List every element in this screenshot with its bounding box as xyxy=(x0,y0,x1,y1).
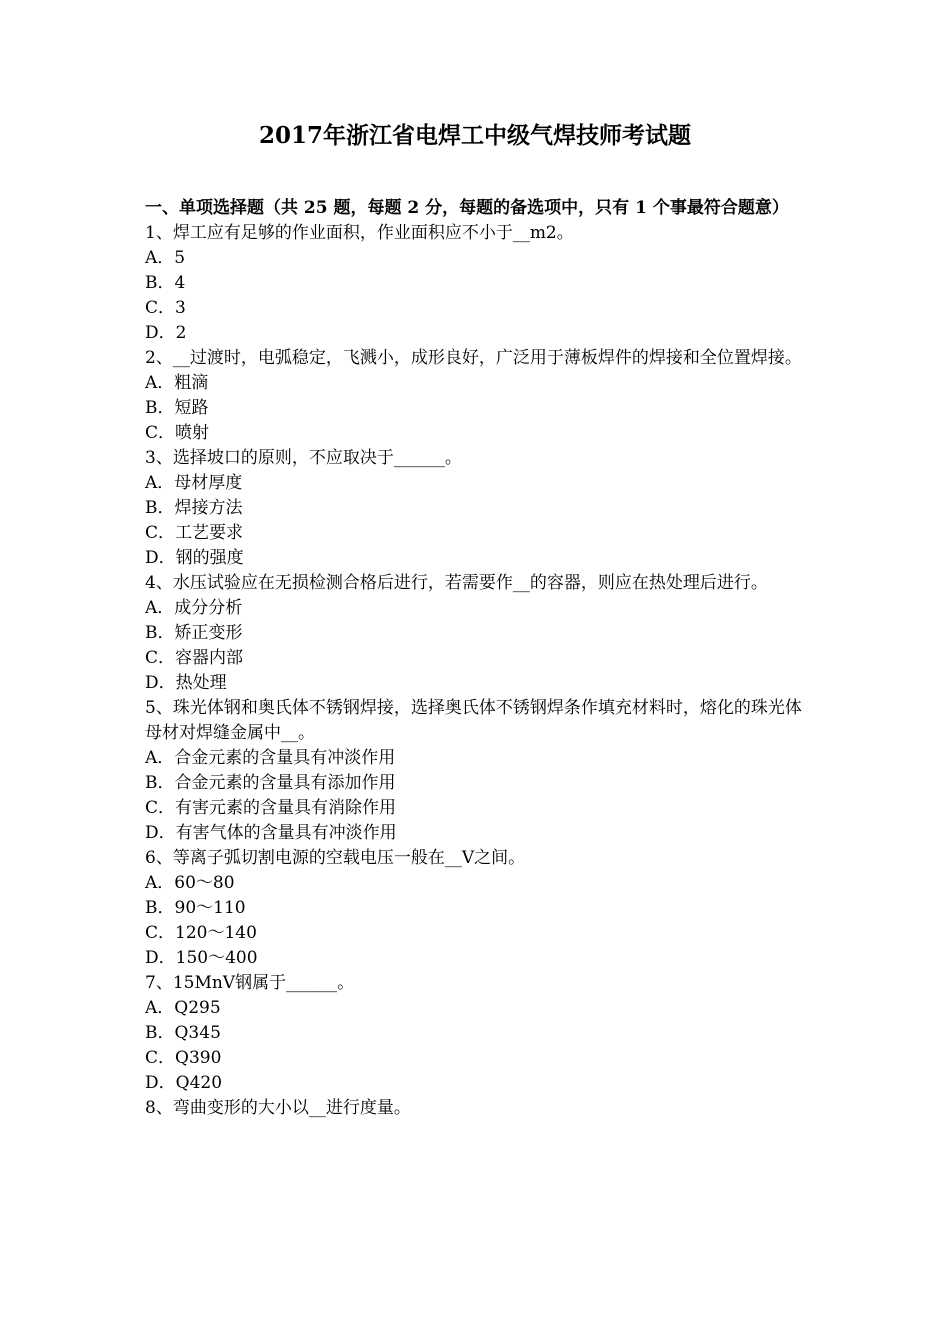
question-5 xyxy=(145,696,810,846)
question-7 xyxy=(145,971,810,1096)
option-a xyxy=(145,871,810,896)
option-text: 90～110 xyxy=(174,898,246,918)
question-stem: 2、__过渡时，电弧稳定，飞溅小，成形良好，广泛用于薄板焊件的焊接和全位置焊接。 xyxy=(145,348,802,368)
option-text: Q390 xyxy=(175,1048,222,1068)
question-4 xyxy=(145,571,810,696)
option-text: Q295 xyxy=(174,998,221,1018)
option-c xyxy=(145,296,810,321)
option-c xyxy=(145,646,810,671)
option-text: 150～400 xyxy=(175,948,258,968)
page-title: 2017年浙江省电焊工中级气焊技师考试题 xyxy=(258,122,691,149)
option-a xyxy=(145,746,810,771)
option-a xyxy=(145,246,810,271)
option-b xyxy=(145,271,810,296)
option-d xyxy=(145,546,810,571)
option-letter: C． xyxy=(145,923,176,943)
question-1 xyxy=(145,221,810,346)
option-letter: C． xyxy=(145,798,176,818)
question-stem: 8、弯曲变形的大小以__进行度量。 xyxy=(145,1098,411,1118)
option-b xyxy=(145,496,810,521)
section-heading: 一、单项选择题（共 25 题，每题 2 分，每题的备选项中，只有 1 个事最符合题意） xyxy=(145,198,789,218)
option-a xyxy=(145,471,810,496)
option-b xyxy=(145,396,810,421)
question-8 xyxy=(145,1096,810,1121)
option-d xyxy=(145,671,810,696)
option-d xyxy=(145,821,810,846)
option-d xyxy=(145,321,810,346)
option-letter: C． xyxy=(145,1048,176,1068)
option-letter: D． xyxy=(145,673,176,693)
option-c xyxy=(145,921,810,946)
option-text: 容器内部 xyxy=(175,648,244,668)
option-text: 3 xyxy=(175,298,186,318)
question-stem: 4、水压试验应在无损检测合格后进行，若需要作__的容器，则应在热处理后进行。 xyxy=(145,573,768,593)
option-letter: A． xyxy=(145,598,175,618)
option-letter: A． xyxy=(145,748,175,768)
option-letter: B． xyxy=(145,398,175,418)
option-text: 合金元素的含量具有添加作用 xyxy=(174,773,396,793)
option-letter: B． xyxy=(145,898,175,918)
option-letter: B． xyxy=(145,273,175,293)
option-letter: B． xyxy=(145,1023,175,1043)
option-text: 钢的强度 xyxy=(175,548,244,568)
option-text: 4 xyxy=(174,273,186,293)
option-text: 60～80 xyxy=(174,873,235,893)
option-b xyxy=(145,1021,810,1046)
question-stem: 1、焊工应有足够的作业面积，作业面积应不小于__m2。 xyxy=(145,223,574,243)
option-letter: A． xyxy=(145,473,175,493)
option-letter: C． xyxy=(145,523,176,543)
option-letter: C． xyxy=(145,423,176,443)
option-letter: D． xyxy=(145,823,176,843)
option-letter: A． xyxy=(145,873,175,893)
option-text: 粗滴 xyxy=(174,373,209,393)
option-text: 合金元素的含量具有冲淡作用 xyxy=(174,748,396,768)
option-d xyxy=(145,946,810,971)
option-letter: B． xyxy=(145,773,175,793)
option-letter: D． xyxy=(145,948,176,968)
option-text: 有害气体的含量具有冲淡作用 xyxy=(175,823,397,843)
option-a xyxy=(145,596,810,621)
option-letter: D． xyxy=(145,1073,176,1093)
option-text: 喷射 xyxy=(175,423,210,443)
question-stem: 6、等离子弧切割电源的空载电压一般在__V之间。 xyxy=(145,848,526,868)
option-letter: B． xyxy=(145,623,175,643)
option-text: 成分分析 xyxy=(174,598,243,618)
question-3 xyxy=(145,446,810,571)
option-a xyxy=(145,996,810,1021)
option-c xyxy=(145,1046,810,1071)
option-a xyxy=(145,371,810,396)
option-c xyxy=(145,796,810,821)
option-c xyxy=(145,521,810,546)
option-letter: A． xyxy=(145,373,175,393)
question-stem: 7、15MnV钢属于______。 xyxy=(145,973,355,993)
option-text: 工艺要求 xyxy=(175,523,244,543)
option-text: Q345 xyxy=(174,1023,221,1043)
option-text: 热处理 xyxy=(175,673,227,693)
option-letter: D． xyxy=(145,548,176,568)
option-text: 有害元素的含量具有消除作用 xyxy=(175,798,397,818)
option-letter: A． xyxy=(145,248,175,268)
option-text: 焊接方法 xyxy=(174,498,243,518)
option-b xyxy=(145,896,810,921)
option-text: 母材厚度 xyxy=(174,473,243,493)
option-text: 短路 xyxy=(174,398,209,418)
question-stem: 3、选择坡口的原则，不应取决于______。 xyxy=(145,448,462,468)
question-6 xyxy=(145,846,810,971)
option-text: 120～140 xyxy=(175,923,257,943)
option-c xyxy=(145,421,810,446)
option-text: Q420 xyxy=(175,1073,223,1093)
option-letter: D． xyxy=(145,323,176,343)
option-letter: B． xyxy=(145,498,175,518)
document-body xyxy=(145,196,810,1121)
question-stem: 5、珠光体钢和奥氏体不锈钢焊接，选择奥氏体不锈钢焊条作填充材料时，熔化的珠光体母材对焊缝金属中__。 xyxy=(145,698,802,743)
option-text: 矫正变形 xyxy=(174,623,243,643)
option-b xyxy=(145,771,810,796)
option-b xyxy=(145,621,810,646)
option-letter: A． xyxy=(145,998,175,1018)
option-d xyxy=(145,1071,810,1096)
option-text: 2 xyxy=(175,323,187,343)
question-2 xyxy=(145,346,810,446)
option-letter: C． xyxy=(145,648,176,668)
option-text: 5 xyxy=(174,248,186,268)
option-letter: C． xyxy=(145,298,176,318)
